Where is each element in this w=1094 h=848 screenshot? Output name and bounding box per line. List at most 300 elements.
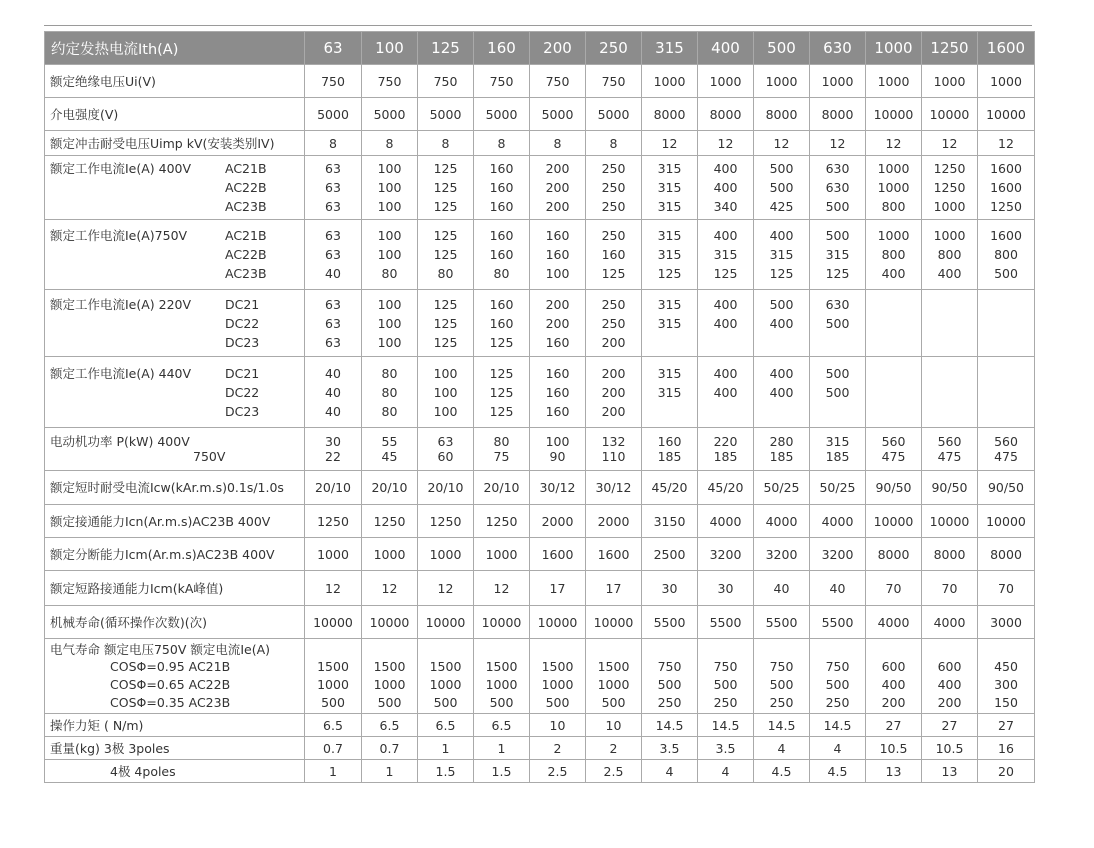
- value-cell: [810, 571, 866, 606]
- value-cell: [642, 131, 698, 156]
- cell-value: 8: [497, 135, 506, 151]
- value-cell: [810, 220, 866, 290]
- value-cell: [530, 505, 586, 538]
- value-cell: [922, 471, 978, 505]
- cell-value: 1250: [485, 513, 518, 529]
- cell-value: 250: [601, 315, 626, 331]
- cell-value: 1000: [597, 676, 630, 692]
- cell-value: 132: [601, 434, 626, 449]
- cell-value: 17: [605, 580, 622, 596]
- cell-value: 400: [713, 161, 738, 176]
- cell-value: 1: [497, 740, 506, 756]
- row-label: [45, 131, 305, 156]
- cell-value: 80: [381, 384, 398, 400]
- value-cell: [305, 505, 362, 538]
- cell-value: 400: [937, 266, 962, 281]
- cell-value: 500: [769, 296, 794, 312]
- value-cell: [754, 606, 810, 639]
- value-cell: [530, 98, 586, 131]
- value-cell: [305, 65, 362, 98]
- cell-value: 40: [773, 580, 790, 596]
- value-cell: [810, 156, 866, 220]
- cell-value: 100: [377, 161, 402, 176]
- cell-value: 185: [713, 449, 738, 464]
- value-cell: [922, 606, 978, 639]
- row-label-text: 介电强度(V): [50, 106, 119, 122]
- cell-value: 8000: [709, 106, 742, 122]
- value-cell: [810, 65, 866, 98]
- value-cell: [305, 606, 362, 639]
- cell-value: 160: [489, 247, 514, 262]
- header-row: [45, 32, 1035, 65]
- cell-value: 125: [657, 266, 682, 281]
- cell-value: 400: [937, 676, 962, 692]
- cell-value: 750: [769, 658, 794, 674]
- row-label: [45, 538, 305, 571]
- value-cell: [418, 737, 474, 760]
- header-label: 约定发热电流Ith(A): [45, 32, 305, 65]
- cell-value: 500: [713, 676, 738, 692]
- cell-value: 800: [994, 247, 1018, 262]
- value-cell: [642, 357, 698, 428]
- cell-value: 6.5: [379, 717, 400, 733]
- value-cell: [305, 156, 362, 220]
- value-cell: [810, 471, 866, 505]
- value-cell: [586, 471, 642, 505]
- cell-value: 500: [825, 315, 850, 331]
- value-cell: [530, 428, 586, 471]
- cell-value: 10000: [929, 106, 970, 122]
- cell-value: 1: [441, 740, 450, 756]
- spec-table: [44, 31, 1035, 783]
- cell-value: 4000: [877, 614, 910, 630]
- cell-value: 800: [937, 247, 962, 262]
- value-cell: [586, 606, 642, 639]
- cell-value: [810, 333, 865, 352]
- cell-value: [642, 333, 697, 352]
- value-cell: [754, 156, 810, 220]
- cell-value: 1: [329, 763, 337, 779]
- value-cell: [866, 639, 922, 714]
- value-cell: [362, 606, 418, 639]
- value-cell: [474, 131, 530, 156]
- cell-value: 315: [657, 315, 682, 331]
- cell-value: 750: [657, 658, 682, 674]
- row-label: [45, 290, 305, 357]
- cell-value: 500: [825, 365, 850, 381]
- cell-value: 280: [769, 434, 794, 449]
- cell-value: 160: [489, 228, 514, 243]
- cell-value: 200: [545, 161, 570, 176]
- cell-value: 70: [885, 580, 902, 596]
- cell-value: 13: [885, 763, 902, 779]
- cell-value: 27: [885, 717, 902, 733]
- header-col-1000: 1000: [866, 32, 922, 65]
- cell-value: 400: [881, 676, 906, 692]
- value-cell: [978, 98, 1035, 131]
- cell-value: 14.5: [655, 717, 684, 733]
- value-cell: [698, 428, 754, 471]
- row-label-text: 额定绝缘电压Ui(V): [50, 73, 156, 89]
- cell-value: 63: [325, 199, 341, 214]
- value-cell: [698, 156, 754, 220]
- cell-value: 10: [549, 717, 566, 733]
- cell-value: 160: [545, 365, 570, 381]
- value-cell: [474, 538, 530, 571]
- cell-value: 20/10: [427, 480, 464, 495]
- cell-value: 4: [721, 763, 730, 779]
- row-sublabel: DC23: [225, 403, 260, 419]
- value-cell: [866, 65, 922, 98]
- cell-value: 1000: [877, 180, 910, 195]
- cell-value: 400: [769, 384, 794, 400]
- cell-value: 63: [325, 334, 341, 350]
- cell-value: 12: [941, 135, 958, 151]
- value-cell: [978, 571, 1035, 606]
- cell-value: 300: [994, 676, 1018, 692]
- cell-value: 12: [437, 580, 454, 596]
- cell-value: 1000: [485, 676, 518, 692]
- cell-value: 80: [381, 266, 398, 281]
- row-label: [45, 606, 305, 639]
- value-cell: [305, 714, 362, 737]
- row-sublabel: DC23: [225, 334, 260, 350]
- value-cell: [586, 571, 642, 606]
- value-cell: [922, 357, 978, 428]
- cell-value: 4000: [821, 513, 854, 529]
- value-cell: [362, 220, 418, 290]
- cell-value: 10.5: [935, 740, 964, 756]
- value-cell: [418, 471, 474, 505]
- cell-value: 90/50: [875, 480, 912, 495]
- table-row: [45, 98, 1035, 131]
- cell-value: 1000: [933, 73, 966, 89]
- cell-value: 400: [713, 315, 738, 331]
- row-label-text: 额定分断能力Icm(Ar.m.s)AC23B 400V: [50, 546, 275, 562]
- cell-value: 10: [605, 717, 622, 733]
- value-cell: [754, 639, 810, 714]
- value-cell: [305, 737, 362, 760]
- cell-value: 1000: [317, 546, 349, 562]
- value-cell: [922, 760, 978, 783]
- row-label-text: 操作力矩 ( N/m): [50, 717, 144, 733]
- cell-value: 1000: [821, 73, 854, 89]
- cell-value: 30/12: [595, 480, 632, 495]
- value-cell: [530, 357, 586, 428]
- cell-value: 10000: [369, 614, 410, 630]
- cell-value: 400: [713, 228, 738, 243]
- row-label-text: 4极 4poles: [110, 763, 176, 779]
- cell-value: 160: [489, 161, 514, 176]
- row-label: [45, 760, 305, 783]
- value-cell: [866, 538, 922, 571]
- cell-value: [978, 295, 1034, 314]
- value-cell: [978, 471, 1035, 505]
- cell-value: 200: [937, 694, 962, 710]
- cell-value: 500: [769, 676, 794, 692]
- cell-value: 750: [545, 73, 570, 89]
- cell-value: 500: [994, 266, 1018, 281]
- value-cell: [305, 538, 362, 571]
- value-cell: [418, 714, 474, 737]
- table-row: [45, 714, 1035, 737]
- value-cell: [530, 606, 586, 639]
- cell-value: 3200: [765, 546, 798, 562]
- value-cell: [698, 357, 754, 428]
- value-cell: [810, 737, 866, 760]
- value-cell: [418, 538, 474, 571]
- cell-value: 400: [881, 266, 906, 281]
- row-label: [45, 639, 305, 714]
- cell-value: 27: [998, 717, 1014, 733]
- cell-value: 125: [825, 266, 850, 281]
- cell-value: 12: [661, 135, 678, 151]
- cell-value: 5500: [821, 614, 854, 630]
- header-col-315: 315: [642, 32, 698, 65]
- cell-value: 125: [713, 266, 738, 281]
- cell-value: 800: [881, 247, 906, 262]
- value-cell: [754, 220, 810, 290]
- cell-value: 2000: [597, 513, 630, 529]
- row-label-text: 额定短时耐受电流Icw(kAr.m.s)0.1s/1.0s: [50, 480, 284, 495]
- cell-value: 1000: [373, 546, 406, 562]
- cell-value: 63: [325, 296, 341, 312]
- value-cell: [586, 98, 642, 131]
- cell-value: 125: [601, 266, 626, 281]
- value-cell: [474, 65, 530, 98]
- header-col-160: 160: [474, 32, 530, 65]
- value-cell: [754, 98, 810, 131]
- value-cell: [810, 505, 866, 538]
- value-cell: [305, 760, 362, 783]
- cell-value: 8000: [765, 106, 798, 122]
- row-label: [45, 571, 305, 606]
- cell-value: 185: [657, 449, 682, 464]
- cell-value: 12: [885, 135, 902, 151]
- value-cell: [418, 65, 474, 98]
- value-cell: [922, 639, 978, 714]
- value-cell: [642, 538, 698, 571]
- cell-value: 8: [329, 135, 337, 151]
- cell-value: 5000: [373, 106, 406, 122]
- header-col-1250: 1250: [922, 32, 978, 65]
- value-cell: [586, 714, 642, 737]
- row-label-text: 额定工作电流Ie(A) 400V: [50, 161, 192, 176]
- value-cell: [866, 220, 922, 290]
- cell-value: 12: [493, 580, 510, 596]
- cell-value: 45/20: [651, 480, 688, 495]
- cell-value: 160: [545, 228, 570, 243]
- value-cell: [418, 606, 474, 639]
- cell-value: 8000: [653, 106, 686, 122]
- cell-value: 1600: [990, 228, 1022, 243]
- value-cell: [418, 505, 474, 538]
- value-cell: [474, 737, 530, 760]
- table-row: [45, 156, 1035, 220]
- cell-value: 500: [377, 694, 402, 710]
- cell-value: 315: [713, 247, 738, 262]
- cell-value: 2: [609, 740, 618, 756]
- cell-value: 1000: [653, 73, 686, 89]
- value-cell: [642, 220, 698, 290]
- cell-value: 160: [545, 384, 570, 400]
- cell-value: 8000: [821, 106, 854, 122]
- value-cell: [418, 98, 474, 131]
- value-cell: [530, 760, 586, 783]
- value-cell: [978, 737, 1035, 760]
- value-cell: [530, 220, 586, 290]
- cell-value: 1000: [933, 199, 966, 214]
- cell-value: 160: [657, 434, 682, 449]
- value-cell: [866, 357, 922, 428]
- cell-value: [978, 402, 1034, 421]
- cell-value: 3.5: [659, 740, 680, 756]
- cell-value: 2000: [541, 513, 574, 529]
- cell-value: 2: [553, 740, 562, 756]
- table-row: [45, 131, 1035, 156]
- row-sublabel: COSΦ=0.35 AC23B: [110, 694, 231, 710]
- cell-value: 125: [433, 334, 458, 350]
- row-label: [45, 714, 305, 737]
- value-cell: [586, 737, 642, 760]
- cell-value: 63: [325, 247, 341, 262]
- cell-value: [754, 402, 809, 421]
- cell-value: [642, 402, 697, 421]
- value-cell: [642, 156, 698, 220]
- value-cell: [810, 538, 866, 571]
- cell-value: [698, 333, 753, 352]
- value-cell: [922, 571, 978, 606]
- cell-value: 150: [994, 694, 1018, 710]
- value-cell: [754, 131, 810, 156]
- cell-value: [978, 364, 1034, 383]
- cell-value: 500: [825, 199, 850, 214]
- cell-value: 5500: [765, 614, 798, 630]
- cell-value: 14.5: [823, 717, 852, 733]
- value-cell: [362, 65, 418, 98]
- cell-value: 560: [881, 434, 906, 449]
- value-cell: [866, 428, 922, 471]
- cell-value: [922, 333, 977, 352]
- cell-value: 1500: [597, 658, 630, 674]
- cell-value: 1000: [429, 676, 462, 692]
- value-cell: [978, 760, 1035, 783]
- cell-value: 160: [489, 199, 514, 214]
- cell-value: 125: [433, 296, 458, 312]
- cell-value: 45: [381, 449, 398, 464]
- cell-value: 200: [545, 296, 570, 312]
- value-cell: [586, 505, 642, 538]
- cell-value: 400: [769, 228, 794, 243]
- value-cell: [474, 220, 530, 290]
- cell-value: 1000: [709, 73, 742, 89]
- cell-value: 500: [657, 676, 682, 692]
- value-cell: [922, 428, 978, 471]
- cell-value: 125: [433, 180, 458, 195]
- value-cell: [642, 290, 698, 357]
- header-col-500: 500: [754, 32, 810, 65]
- value-cell: [362, 571, 418, 606]
- cell-value: 250: [601, 296, 626, 312]
- value-cell: [866, 290, 922, 357]
- value-cell: [922, 505, 978, 538]
- cell-value: 2.5: [547, 763, 568, 779]
- cell-value: 30: [661, 580, 678, 596]
- cell-value: 1250: [373, 513, 406, 529]
- cell-value: 30/12: [539, 480, 576, 495]
- cell-value: [922, 295, 977, 314]
- header-col-125: 125: [418, 32, 474, 65]
- cell-value: 250: [769, 694, 794, 710]
- value-cell: [810, 714, 866, 737]
- value-cell: [754, 571, 810, 606]
- cell-value: 2500: [653, 546, 686, 562]
- row-label: [45, 737, 305, 760]
- cell-value: 70: [998, 580, 1014, 596]
- value-cell: [474, 290, 530, 357]
- row-label-text: 额定短路接通能力Icm(kA峰值): [50, 580, 224, 596]
- cell-value: 1250: [933, 161, 966, 176]
- cell-value: 315: [825, 434, 850, 449]
- cell-value: 3150: [653, 513, 686, 529]
- row-label: [45, 471, 305, 505]
- value-cell: [866, 98, 922, 131]
- value-cell: [586, 357, 642, 428]
- row-label: [45, 505, 305, 538]
- cell-value: 30: [325, 434, 341, 449]
- cell-value: 100: [377, 334, 402, 350]
- cell-value: 1000: [373, 676, 406, 692]
- value-cell: [866, 505, 922, 538]
- value-cell: [866, 714, 922, 737]
- value-cell: [642, 606, 698, 639]
- cell-value: 100: [377, 296, 402, 312]
- cell-value: 12: [717, 135, 734, 151]
- cell-value: 315: [657, 247, 682, 262]
- value-cell: [922, 98, 978, 131]
- value-cell: [866, 571, 922, 606]
- cell-value: 63: [325, 228, 341, 243]
- value-cell: [866, 606, 922, 639]
- cell-value: 1000: [317, 676, 349, 692]
- header-col-630: 630: [810, 32, 866, 65]
- cell-value: [754, 333, 809, 352]
- value-cell: [474, 714, 530, 737]
- value-cell: [586, 538, 642, 571]
- cell-value: 1000: [877, 73, 910, 89]
- cell-value: 1600: [990, 180, 1022, 195]
- value-cell: [754, 471, 810, 505]
- cell-value: 1.5: [491, 763, 512, 779]
- cell-value: 750: [825, 658, 850, 674]
- value-cell: [642, 639, 698, 714]
- cell-value: 125: [489, 384, 514, 400]
- row-label-text: 额定工作电流Ie(A) 220V: [50, 296, 192, 312]
- row-sublabel: COSΦ=0.95 AC21B: [110, 658, 231, 674]
- value-cell: [754, 760, 810, 783]
- cell-value: 500: [433, 694, 458, 710]
- cell-value: 750: [601, 73, 626, 89]
- cell-value: 315: [657, 199, 682, 214]
- value-cell: [922, 538, 978, 571]
- cell-value: 1500: [373, 658, 406, 674]
- cell-value: [810, 402, 865, 421]
- cell-value: 475: [994, 449, 1018, 464]
- value-cell: [418, 131, 474, 156]
- cell-value: 10000: [929, 513, 970, 529]
- value-cell: [978, 428, 1035, 471]
- table-row: [45, 357, 1035, 428]
